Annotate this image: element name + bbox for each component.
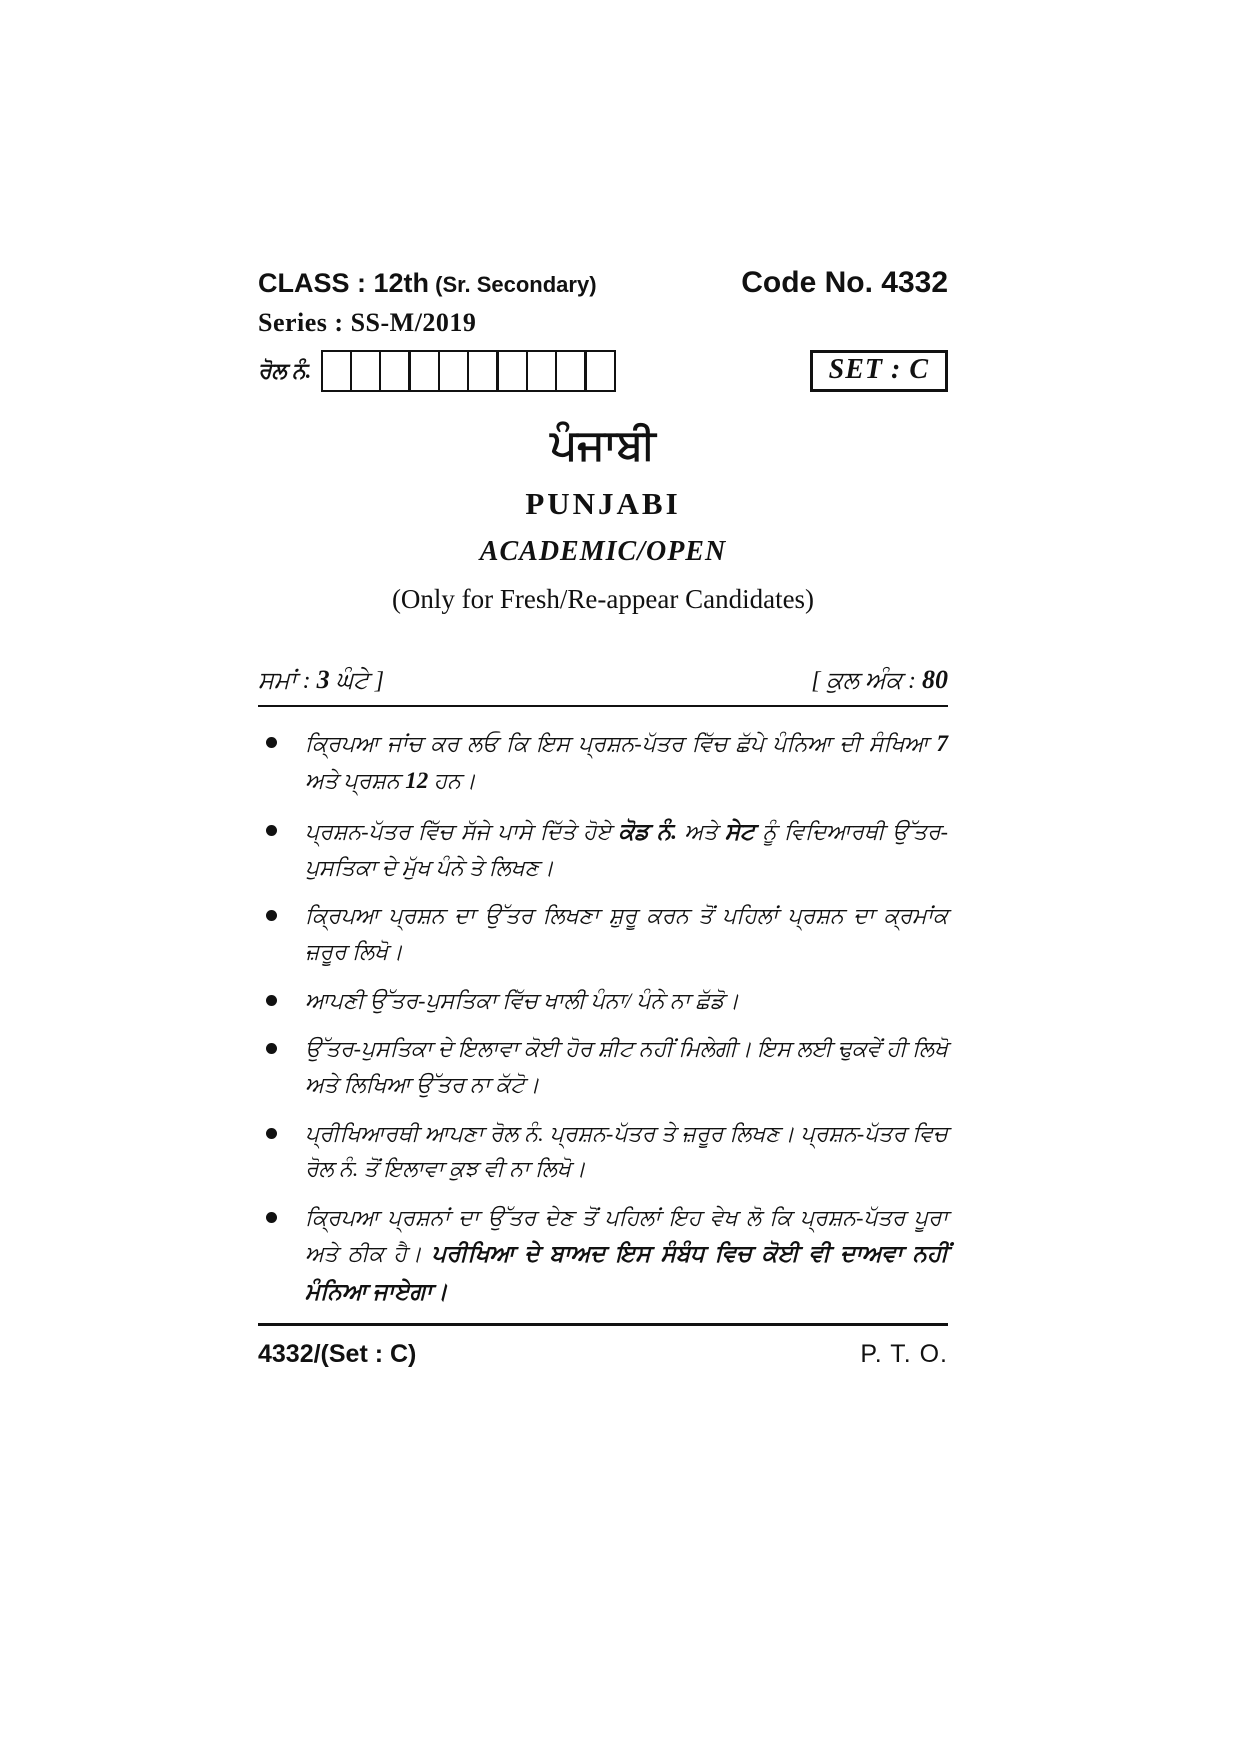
instruction-text: ਉੱਤਰ-ਪੁਸਤਿਕਾ ਦੇ ਇਲਾਵਾ ਕੋਈ ਹੋਰ ਸ਼ੀਟ ਨਹੀਂ ਮਿਲੇਗੀ। ਇਸ ਲਈ ਢੁਕਵੇਂ ਹੀ ਲਿਖੋ ਅਤੇ ਲਿਖਿਆ ਉੱਤਰ ਨਾ ਕੱਟੋ। [305,1036,948,1097]
roll-number-grid [321,350,616,392]
time-suffix: ਘੰਟੇ ] [329,668,385,694]
instruction-item [258,725,948,800]
instruction-text: ਕ੍ਰਿਪਆ ਪ੍ਰਸ਼ਨਾਂ ਦਾ ਉੱਤਰ ਦੇਣ ਤੋਂ ਪਹਿਲਾਂ ਇਹ ਵੇਖ ਲੋ ਕਿ ਪ੍ਰਸ਼ਨ-ਪੱਤਰ ਪੂਰਾ ਅਤੇ ਠੀਕ ਹੈ। ਪਰੀਖਿਆ ਦੇ ਬਾਅਦ ਇਸ ਸੰਬੰਧ ਵਿਚ ਕੋਈ ਵੀ ਦਾਅਵਾ ਨਹੀਂ ਮੰਨਿਆ ਜਾਏਗਾ। [305,1204,949,1304]
instruction-text: ਕ੍ਰਿਪਆ ਪ੍ਰਸ਼ਨ ਦਾ ਉੱਤਰ ਲਿਖਣਾ ਸ਼ੁਰੂ ਕਰਨ ਤੋਂ ਪਹਿਲਾਂ ਪ੍ਰਸ਼ਨ ਦਾ ਕ੍ਰਮਾਂਕ ਜ਼ਰੂਰ ਲਿਖੋ। [305,903,948,964]
instruction-item [258,983,948,1019]
set-badge [810,350,948,392]
time-value: 3 [316,665,330,694]
bullet-icon [266,1212,277,1223]
pto-label: P. T. O. [860,1339,948,1368]
instruction-text: ਕ੍ਰਿਪਆ ਜਾਂਚ ਕਰ ਲਓ ਕਿ ਇਸ ਪ੍ਰਸ਼ਨ-ਪੱਤਰ ਵਿੱਚ ਛੱਪੇ ਪੰਨਿਆ ਦੀ ਸੰਖਿਆ 7 ਅਤੇ ਪ੍ਰਸ਼ਨ 12 ਹਨ। [305,731,948,794]
paper-code-footer: 4332/(Set : C) [258,1339,417,1368]
roll-number-box [352,352,381,390]
instruction-item [258,1116,948,1187]
bullet-icon [266,910,277,921]
candidates-note: (Only for Fresh/Re-appear Candidates) [391,584,815,614]
header-row [258,266,948,300]
instruction-item [258,1031,948,1102]
roll-number-label: ਰੋਲ ਨੰ. [258,358,312,383]
subject-title-gurmukhi: ਪੰਜਾਬੀ [550,420,656,469]
roll-number-box [557,352,587,390]
roll-number-box [411,352,440,390]
time-marks-row [258,665,948,707]
bullet-icon [266,737,277,748]
instruction-text: ਆਪਣੀ ਉੱਤਰ-ਪੁਸਤਿਕਾ ਵਿੱਚ ਖਾਲੀ ਪੰਨਾ/ ਪੰਨੇ ਨਾ ਛੱਡੋ। [305,987,740,1013]
marks-value: 80 [922,665,948,694]
class-label: CLASS : 12th [258,268,430,298]
set-label: SET : C [828,354,929,385]
footer-row [258,1323,948,1369]
bullet-icon [266,825,277,836]
roll-number-box [587,352,614,390]
roll-number-box [381,352,411,390]
instruction-item [258,898,948,969]
class-heading [258,268,597,299]
instructions-list [258,725,948,1310]
instruction-item [258,813,948,886]
instruction-item [258,1200,948,1310]
code-number: Code No. 4332 [741,266,948,299]
instruction-text: ਪ੍ਰਸ਼ਨ-ਪੱਤਰ ਵਿੱਚ ਸੱਜੇ ਪਾਸੇ ਦਿੱਤੇ ਹੋਏ ਕੋਡ ਨੰ. ਅਤੇ ਸੇਟ ਨੂੰ ਵਿਦਿਆਰਥੀ ਉੱਤਰ-ਪੁਸਤਿਕਾ ਦੇ ਮੁੱਖ ਪੰਨੇ ਤੇ ਲਿਖਣ। [305,818,948,880]
marks-prefix: [ ਕੁਲ ਅੰਕ : [811,668,922,694]
roll-number-row [258,348,948,394]
roll-number-box [499,352,528,390]
stream-label: ACADEMIC/OPEN [479,536,727,567]
roll-number-box [528,352,557,390]
instruction-text: ਪ੍ਰੀਖਿਆਰਥੀ ਆਪਣਾ ਰੋਲ ਨੰ. ਪ੍ਰਸ਼ਨ-ਪੱਤਰ ਤੇ ਜ਼ਰੂਰ ਲਿਖਣ। ਪ੍ਰਸ਼ਨ-ਪੱਤਰ ਵਿਚ ਰੋਲ ਨੰ. ਤੋਂ ਇਲਾਵਾ ਕੁਝ ਵੀ ਨਾ ਲਿਖੋ। [305,1120,948,1182]
roll-number-box [323,352,352,390]
series-label: Series : SS-M/2019 [258,308,477,337]
max-marks [811,665,948,695]
bullet-icon [266,1043,277,1054]
time-prefix: ਸਮਾਂ : [258,668,317,694]
roll-number-box [440,352,469,390]
time-allowed [258,665,384,695]
roll-number-box [469,352,499,390]
bullet-icon [266,995,277,1006]
page-content [258,266,948,1369]
class-sub-label: (Sr. Secondary) [429,272,597,297]
bullet-icon [266,1128,277,1139]
subject-title-english: PUNJABI [525,486,681,521]
